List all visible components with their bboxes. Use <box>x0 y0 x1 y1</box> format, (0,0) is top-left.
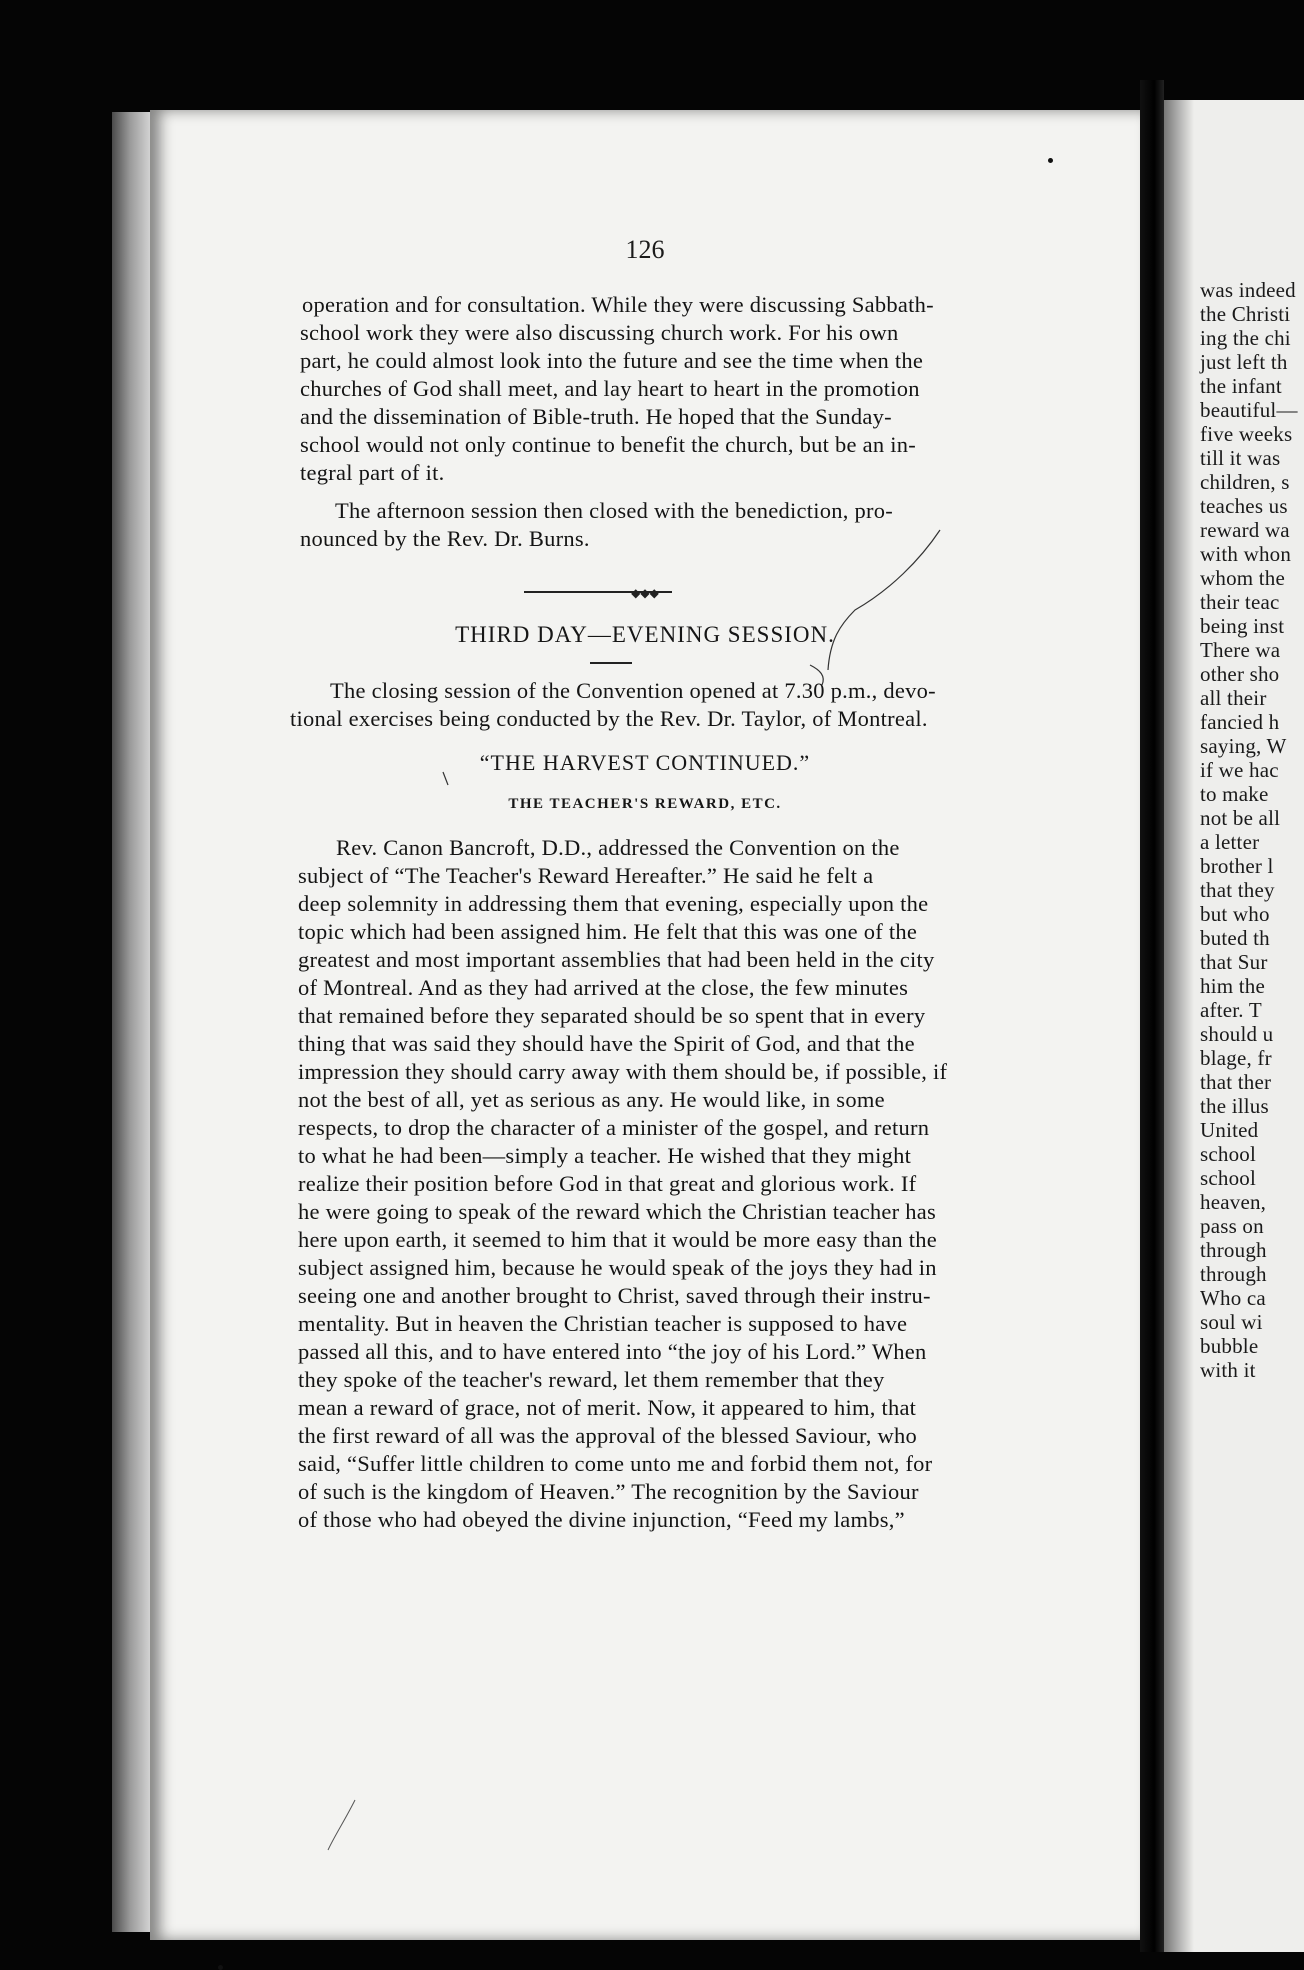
adjacent-text-line: that Sur <box>1200 950 1268 974</box>
adjacent-text-line: being inst <box>1200 614 1285 638</box>
adjacent-text-line: beautiful— <box>1200 398 1298 422</box>
adjacent-text-line: through <box>1200 1238 1267 1262</box>
adjacent-text-line: school <box>1200 1142 1257 1166</box>
text-line: operation and for consultation. While they were discussing Sabbath- <box>302 292 934 317</box>
text-line: of such is the kingdom of Heaven.” The recognition by the Saviour <box>298 1479 919 1504</box>
adjacent-text-line: the Christi <box>1200 302 1291 326</box>
adjacent-text-line: blage, fr <box>1200 1046 1272 1070</box>
text-line: deep solemnity in addressing them that evening, especially upon the <box>298 891 929 916</box>
text-line: The closing session of the Convention opened at 7.30 p.m., devo- <box>330 678 936 703</box>
adjacent-text-line: that ther <box>1200 1070 1272 1094</box>
text-line: passed all this, and to have entered into “the joy of his Lord.” When <box>298 1339 927 1364</box>
text-line: nounced by the Rev. Dr. Burns. <box>300 526 590 551</box>
text-line: mentality. But in heaven the Christian teacher is supposed to have <box>298 1311 908 1336</box>
adjacent-text-line: There wa <box>1200 638 1281 662</box>
text-line: topic which had been assigned him. He felt that this was one of the <box>298 919 918 944</box>
adjacent-text-line: other sho <box>1200 662 1280 686</box>
book-gutter <box>1140 80 1164 1952</box>
text-line: of Montreal. And as they had arrived at the close, the few minutes <box>298 975 909 1000</box>
text-line: of those who had obeyed the divine injunction, “Feed my lambs,” <box>298 1507 905 1532</box>
adjacent-text-line: him the <box>1200 974 1265 998</box>
text-line: they spoke of the teacher's reward, let them remember that they <box>298 1367 885 1392</box>
text-line: to what he had been—simply a teacher. He wished that they might <box>298 1143 912 1168</box>
text-line: and the dissemination of Bible-truth. He hoped that the Sunday- <box>300 404 892 429</box>
adjacent-text-line: should u <box>1200 1022 1274 1046</box>
text-line: realize their position before God in that great and glorious work. If <box>298 1171 917 1196</box>
adjacent-text-line: that they <box>1200 878 1275 902</box>
text-line: subject of “The Teacher's Reward Hereafter.” He said he felt a <box>298 863 874 888</box>
text-line: he were going to speak of the reward which the Christian teacher has <box>298 1199 937 1224</box>
text-line: that remained before they separated should be so spent that in every <box>298 1003 926 1028</box>
text-line: churches of God shall meet, and lay heart to heart in the promotion <box>300 376 920 401</box>
text-line: tional exercises being conducted by the Rev. Dr. Taylor, of Montreal. <box>290 706 928 731</box>
text-line: Rev. Canon Bancroft, D.D., addressed the Convention on the <box>336 835 900 860</box>
text-line: school would not only continue to benefit the church, but be an in- <box>300 432 916 457</box>
page-number: 126 <box>625 235 665 264</box>
adjacent-text-line: saying, W <box>1200 734 1287 758</box>
text-line: thing that was said they should have the Spirit of God, and that the <box>298 1031 915 1056</box>
text-line: the first reward of all was the approval of the blessed Saviour, who <box>298 1423 918 1448</box>
adjacent-text-line: school <box>1200 1166 1257 1190</box>
text-line: respects, to drop the character of a minister of the gospel, and return <box>298 1115 930 1140</box>
adjacent-text-line: but who <box>1200 902 1270 926</box>
text-line: here upon earth, it seemed to him that it would be more easy than the <box>298 1227 937 1252</box>
adjacent-text-line: pass on <box>1200 1214 1264 1238</box>
adjacent-text-line: after. T <box>1200 998 1262 1022</box>
book-page <box>150 110 1140 1940</box>
adjacent-text-line: United <box>1200 1118 1259 1142</box>
text-line: seeing one and another brought to Christ, saved through their instru- <box>298 1283 931 1308</box>
adjacent-text-line: to make <box>1200 782 1269 806</box>
adjacent-text-line: their teac <box>1200 590 1280 614</box>
adjacent-text-line: reward wa <box>1200 518 1290 542</box>
heading-rule <box>590 662 632 664</box>
adjacent-text-line: all their <box>1200 686 1267 710</box>
text-line: mean a reward of grace, not of merit. Now, it appeared to him, that <box>298 1395 917 1420</box>
adjacent-text-line: heaven, <box>1200 1190 1267 1214</box>
adjacent-text-line: was indeed <box>1200 278 1296 302</box>
book-page-edge <box>112 112 152 1932</box>
adjacent-text-line: buted th <box>1200 926 1270 950</box>
text-line: subject assigned him, because he would speak of the joys they had in <box>298 1255 937 1280</box>
text-line: The afternoon session then closed with the benediction, pro- <box>335 498 893 523</box>
adjacent-text-line: the illus <box>1200 1094 1269 1118</box>
adjacent-text-line: if we hac <box>1200 758 1279 782</box>
divider-ornament: ◆◆◆ <box>631 586 659 600</box>
adjacent-text-line: till it was <box>1200 446 1281 470</box>
adjacent-text-line: through <box>1200 1262 1267 1286</box>
adjacent-text-line: soul wi <box>1200 1310 1263 1334</box>
adjacent-text-line: just left th <box>1200 350 1288 374</box>
adjacent-text-line: five weeks <box>1200 422 1293 446</box>
adjacent-text-line: the infant <box>1200 374 1282 398</box>
adjacent-text-line: fancied h <box>1200 710 1280 734</box>
adjacent-text-line: teaches us <box>1200 494 1288 518</box>
adjacent-text-line: Who ca <box>1200 1286 1266 1310</box>
subheading: “THE HARVEST CONTINUED.” <box>479 750 811 775</box>
text-line: greatest and most important assemblies that had been held in the city <box>298 947 935 972</box>
adjacent-page-shadow <box>1164 100 1194 1952</box>
ink-speck <box>218 1965 223 1970</box>
text-line: said, “Suffer little children to come unto me and forbid them not, for <box>298 1451 933 1476</box>
section-heading: THIRD DAY—EVENING SESSION. <box>455 622 835 647</box>
ink-speck <box>1048 158 1053 163</box>
text-line: tegral part of it. <box>300 460 445 485</box>
adjacent-text-line: bubble <box>1200 1334 1259 1358</box>
text-line: part, he could almost look into the future and see the time when the <box>300 348 924 373</box>
text-line: impression they should carry away with them should be, if possible, if <box>298 1059 948 1084</box>
adjacent-text-line: a letter <box>1200 830 1260 854</box>
adjacent-text-line: children, s <box>1200 470 1290 494</box>
adjacent-text-line: brother l <box>1200 854 1274 878</box>
adjacent-text-line: not be all <box>1200 806 1281 830</box>
adjacent-text-line: ing the chi <box>1200 326 1291 350</box>
adjacent-text-line: with whon <box>1200 542 1292 566</box>
adjacent-text-line: whom the <box>1200 566 1286 590</box>
adjacent-text-line: with it <box>1200 1358 1256 1382</box>
text-line: not the best of all, yet as serious as any. He would like, in some <box>298 1087 885 1112</box>
text-line: school work they were also discussing church work. For his own <box>300 320 899 345</box>
subsubheading: THE TEACHER'S REWARD, ETC. <box>508 796 782 812</box>
